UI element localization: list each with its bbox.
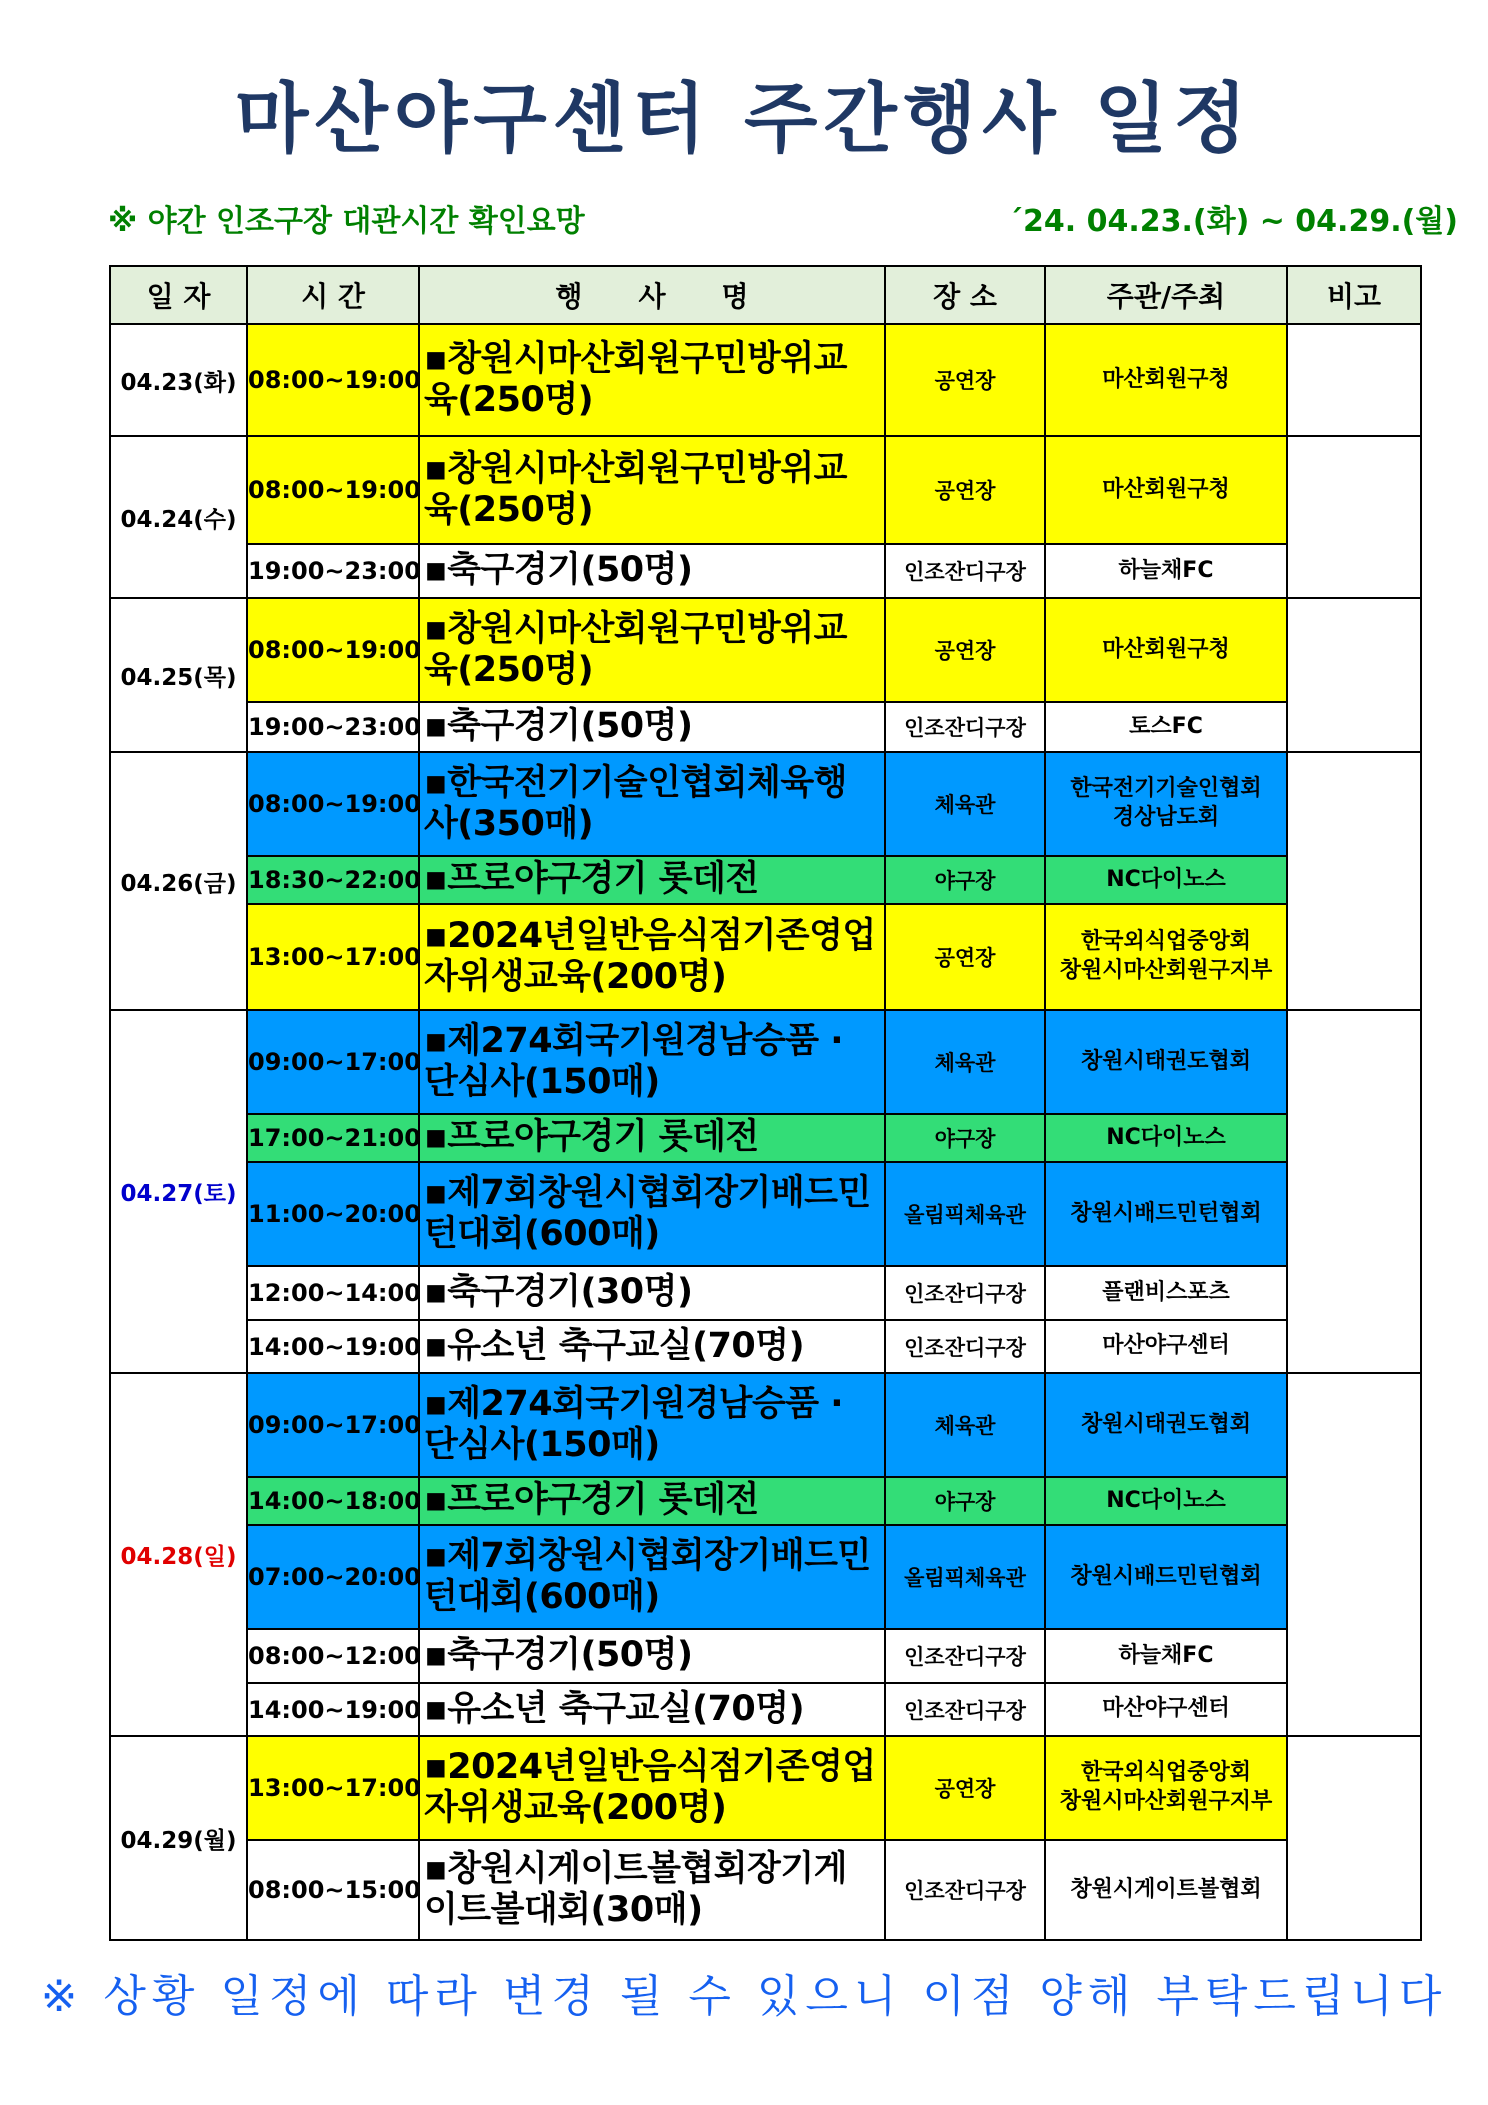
header-time: 시 간 — [247, 266, 419, 324]
time-cell: 18:30~22:00 — [247, 856, 419, 904]
table-row — [110, 324, 1421, 436]
table-row — [110, 1373, 1421, 1477]
event-cell: ▪제7회창원시협회장기배드민턴대회(600매) — [419, 1162, 885, 1266]
organizer-cell: 하늘채FC — [1045, 1629, 1287, 1683]
organizer-cell: NC다이노스 — [1045, 1114, 1287, 1162]
place-cell: 야구장 — [885, 1114, 1045, 1162]
organizer-cell: 창원시태권도협회 — [1045, 1010, 1287, 1114]
time-cell: 14:00~18:00 — [247, 1477, 419, 1525]
time-cell: 08:00~19:00 — [247, 436, 419, 544]
place-cell: 인조잔디구장 — [885, 1683, 1045, 1736]
time-cell: 09:00~17:00 — [247, 1373, 419, 1477]
event-cell: ▪프로야구경기 롯데전 — [419, 1114, 885, 1162]
event-cell: ▪축구경기(50명) — [419, 544, 885, 598]
place-cell: 체육관 — [885, 752, 1045, 856]
table-row — [110, 1010, 1421, 1114]
table-row — [110, 1320, 1421, 1373]
table-row — [110, 598, 1421, 702]
organizer-cell: 플랜비스포츠 — [1045, 1266, 1287, 1320]
table-row — [110, 1629, 1421, 1683]
table-row — [110, 904, 1421, 1010]
date-cell: 04.25(목) — [110, 598, 247, 752]
header-place: 장 소 — [885, 266, 1045, 324]
note-cell — [1287, 324, 1421, 436]
note-cell — [1287, 1010, 1421, 1373]
event-cell: ▪축구경기(30명) — [419, 1266, 885, 1320]
note-cell — [1287, 1373, 1421, 1736]
header-note: 비고 — [1287, 266, 1421, 324]
table-row — [110, 1114, 1421, 1162]
event-cell: ▪창원시마산회원구민방위교육(250명) — [419, 324, 885, 436]
night-field-notice: ※ 야간 인조구장 대관시간 확인요망 — [108, 204, 585, 239]
place-cell: 공연장 — [885, 598, 1045, 702]
place-cell: 공연장 — [885, 436, 1045, 544]
organizer-cell: 마산회원구청 — [1045, 598, 1287, 702]
event-cell: ▪유소년 축구교실(70명) — [419, 1320, 885, 1373]
time-cell: 14:00~19:00 — [247, 1320, 419, 1373]
organizer-cell: 마산야구센터 — [1045, 1683, 1287, 1736]
place-cell: 체육관 — [885, 1373, 1045, 1477]
page-title: 마산야구센터 주간행사 일정 — [235, 74, 1253, 163]
event-cell: ▪축구경기(50명) — [419, 702, 885, 752]
event-cell: ▪창원시게이트볼협회장기게이트볼대회(30매) — [419, 1840, 885, 1940]
time-cell: 08:00~15:00 — [247, 1840, 419, 1940]
event-cell: ▪창원시마산회원구민방위교육(250명) — [419, 598, 885, 702]
time-cell: 07:00~20:00 — [247, 1525, 419, 1629]
event-cell: ▪한국전기기술인협회체육행사(350매) — [419, 752, 885, 856]
place-cell: 올림픽체육관 — [885, 1525, 1045, 1629]
time-cell: 19:00~23:00 — [247, 544, 419, 598]
place-cell: 공연장 — [885, 1736, 1045, 1840]
event-cell: ▪제274회국기원경남승품 · 단심사(150매) — [419, 1373, 885, 1477]
header-row — [110, 266, 1421, 324]
organizer-cell: 창원시게이트볼협회 — [1045, 1840, 1287, 1940]
event-cell: ▪2024년일반음식점기존영업자위생교육(200명) — [419, 1736, 885, 1840]
date-cell-saturday: 04.27(토) — [110, 1010, 247, 1373]
note-cell — [1287, 436, 1421, 598]
place-cell: 인조잔디구장 — [885, 1320, 1045, 1373]
organizer-cell: 마산야구센터 — [1045, 1320, 1287, 1373]
footer-notice: ※ 상황 일정에 따라 변경 될 수 있으니 이점 양해 부탁드립니다 — [40, 1971, 1448, 2022]
organizer-cell: NC다이노스 — [1045, 856, 1287, 904]
time-cell: 17:00~21:00 — [247, 1114, 419, 1162]
place-cell: 공연장 — [885, 324, 1045, 436]
place-cell: 야구장 — [885, 856, 1045, 904]
table-row — [110, 856, 1421, 904]
time-cell: 08:00~12:00 — [247, 1629, 419, 1683]
place-cell: 인조잔디구장 — [885, 1266, 1045, 1320]
table-row — [110, 1162, 1421, 1266]
time-cell: 08:00~19:00 — [247, 752, 419, 856]
time-cell: 14:00~19:00 — [247, 1683, 419, 1736]
table-row — [110, 1840, 1421, 1940]
event-cell: ▪프로야구경기 롯데전 — [419, 1477, 885, 1525]
date-cell: 04.26(금) — [110, 752, 247, 1010]
header-organizer: 주관/주최 — [1045, 266, 1287, 324]
time-cell: 12:00~14:00 — [247, 1266, 419, 1320]
place-cell: 체육관 — [885, 1010, 1045, 1114]
place-cell: 공연장 — [885, 904, 1045, 1010]
table-row — [110, 702, 1421, 752]
header-event: 행 사 명 — [419, 266, 885, 324]
table-row — [110, 1266, 1421, 1320]
header-date: 일 자 — [110, 266, 247, 324]
place-cell: 인조잔디구장 — [885, 1629, 1045, 1683]
schedule-period: ´24. 04.23.(화) ~ 04.29.(월) — [1008, 204, 1458, 239]
table-row — [110, 752, 1421, 856]
event-cell: ▪제274회국기원경남승품 · 단심사(150매) — [419, 1010, 885, 1114]
organizer-cell: 한국전기기술인협회 경상남도회 — [1045, 752, 1287, 856]
event-cell: ▪2024년일반음식점기존영업자위생교육(200명) — [419, 904, 885, 1010]
note-cell — [1287, 1736, 1421, 1940]
event-cell: ▪프로야구경기 롯데전 — [419, 856, 885, 904]
organizer-cell: 토스FC — [1045, 702, 1287, 752]
date-cell: 04.23(화) — [110, 324, 247, 436]
time-cell: 13:00~17:00 — [247, 1736, 419, 1840]
weekly-schedule-table — [109, 265, 1422, 1941]
table-row — [110, 436, 1421, 544]
time-cell: 19:00~23:00 — [247, 702, 419, 752]
organizer-cell: 창원시배드민턴협회 — [1045, 1525, 1287, 1629]
organizer-cell: 마산회원구청 — [1045, 436, 1287, 544]
table-row — [110, 1525, 1421, 1629]
place-cell: 인조잔디구장 — [885, 544, 1045, 598]
place-cell: 인조잔디구장 — [885, 702, 1045, 752]
organizer-cell: 창원시배드민턴협회 — [1045, 1162, 1287, 1266]
organizer-cell: 한국외식업중앙회 창원시마산회원구지부 — [1045, 904, 1287, 1010]
organizer-cell: NC다이노스 — [1045, 1477, 1287, 1525]
place-cell: 인조잔디구장 — [885, 1840, 1045, 1940]
note-cell — [1287, 752, 1421, 1010]
organizer-cell: 한국외식업중앙회 창원시마산회원구지부 — [1045, 1736, 1287, 1840]
date-cell: 04.29(월) — [110, 1736, 247, 1940]
event-cell: ▪제7회창원시협회장기배드민턴대회(600매) — [419, 1525, 885, 1629]
time-cell: 11:00~20:00 — [247, 1162, 419, 1266]
event-cell: ▪유소년 축구교실(70명) — [419, 1683, 885, 1736]
time-cell: 08:00~19:00 — [247, 324, 419, 436]
date-cell: 04.24(수) — [110, 436, 247, 598]
place-cell: 야구장 — [885, 1477, 1045, 1525]
table-row — [110, 1477, 1421, 1525]
note-cell — [1287, 598, 1421, 752]
date-cell-sunday: 04.28(일) — [110, 1373, 247, 1736]
event-cell: ▪창원시마산회원구민방위교육(250명) — [419, 436, 885, 544]
organizer-cell: 하늘채FC — [1045, 544, 1287, 598]
time-cell: 09:00~17:00 — [247, 1010, 419, 1114]
table-row — [110, 544, 1421, 598]
place-cell: 올림픽체육관 — [885, 1162, 1045, 1266]
table-row — [110, 1736, 1421, 1840]
time-cell: 13:00~17:00 — [247, 904, 419, 1010]
event-cell: ▪축구경기(50명) — [419, 1629, 885, 1683]
table-row — [110, 1683, 1421, 1736]
organizer-cell: 마산회원구청 — [1045, 324, 1287, 436]
organizer-cell: 창원시태권도협회 — [1045, 1373, 1287, 1477]
time-cell: 08:00~19:00 — [247, 598, 419, 702]
